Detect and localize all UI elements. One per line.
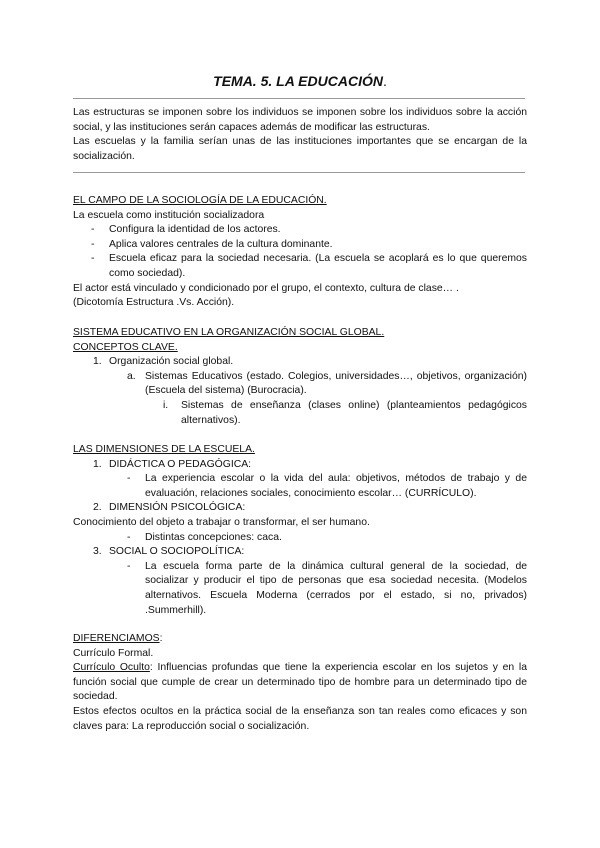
curriculo-formal: Currículo Formal. <box>73 647 154 659</box>
bullet-text: Distintas concepciones: caca. <box>145 531 282 543</box>
section-heading-campo: EL CAMPO DE LA SOCIOLOGÍA DE LA EDUCACIÓN. <box>73 195 327 206</box>
paragraph-actor: El actor está vinculado y condicionado por el grupo, el contexto, cultura de clase… . <box>73 282 459 294</box>
section-heading-dimensiones: LAS DIMENSIONES DE LA ESCUELA. <box>73 444 255 455</box>
numbered-item <box>73 545 527 560</box>
bullet-text: La experiencia escolar o la vida del aula: objetivos, métodos de trabajo y de evaluación, relaciones sociales, conocimiento escolar… (CURRÍCULO). <box>145 473 527 499</box>
diferenciamos-label: DIFERENCIAMOS <box>73 633 160 644</box>
section-subheading-conceptos: CONCEPTOS CLAVE. <box>73 341 178 353</box>
bullet-text: Escuela eficaz para la sociedad necesaria. (La escuela se acoplará es lo que queremos como sociedad). <box>109 253 527 279</box>
bullet-item <box>73 560 527 618</box>
bullet-dash: - <box>91 253 95 265</box>
bullet-item <box>73 252 527 281</box>
curriculo-oculto-label: Currículo Oculto <box>73 662 150 674</box>
numbered-text: DIDÁCTICA O PEDAGÓGICA: <box>109 458 252 470</box>
bullet-item <box>73 223 527 238</box>
paragraph-efectos: Estos efectos ocultos en la práctica social de la enseñanza son tan reales como eficaces y son claves para: La reproducción social o socialización. <box>73 705 527 732</box>
lettered-text: Sistemas Educativos (estado. Colegios, universidades…, objetivos, organización) (Escuela del sistema) (Burocracia). <box>145 370 527 397</box>
number-marker: 1. <box>93 356 102 368</box>
section-heading-sistema: SISTEMA EDUCATIVO EN LA ORGANIZACIÓN SOCIAL GLOBAL. <box>73 327 385 338</box>
bullet-text: Aplica valores centrales de la cultura dominante. <box>109 238 333 250</box>
bullet-item <box>73 472 527 501</box>
section-subheading-escuela: La escuela como institución socializadora <box>73 209 265 221</box>
letter-marker: a. <box>127 370 136 382</box>
diferenciamos-colon: : <box>159 633 163 644</box>
roman-item <box>73 399 527 428</box>
paragraph-dicotomia: (Dicotomía Estructura .Vs. Acción). <box>73 297 235 309</box>
curriculo-oculto-text: : Influencias profundas que tiene la experiencia escolar en los sujetos y en la función social que cumple de crear un determinado tipo de hombre para un determinado tipo de sociedad. <box>73 662 527 703</box>
bullet-dash: - <box>127 560 131 572</box>
title-dot: . <box>382 73 387 89</box>
top-rule <box>73 98 525 99</box>
number-marker: 1. <box>93 458 102 470</box>
bullet-dash: - <box>91 238 95 250</box>
numbered-text: DIMENSIÓN PSICOLÓGICA: <box>109 502 246 514</box>
bullet-text: Configura la identidad de los actores. <box>109 224 281 236</box>
bullet-dash: - <box>91 224 95 236</box>
intro-block <box>73 106 527 164</box>
numbered-text: SOCIAL O SOCIOPOLÍTICA: <box>109 546 245 558</box>
numbered-item <box>73 501 527 516</box>
intro-rule <box>73 172 525 173</box>
intro-paragraph-1: Las estructuras se imponen sobre los individuos se imponen sobre los individuos sobre la acción social, y las instituciones serán capaces además de modificar las estructuras. <box>73 107 527 133</box>
bullet-dash: - <box>127 473 131 485</box>
bullet-dash: - <box>127 531 131 543</box>
bullet-text: La escuela forma parte de la dinámica cultural general de la sociedad, de socializar y producir el tipo de personas que esa sociedad necesita. (Modelos alternativos. Escuela Moderna (cerrados por el estado, si no, privados) .Summerhill). <box>145 560 527 616</box>
roman-marker: i. <box>163 399 169 411</box>
section-heading-diferenciamos <box>73 632 527 647</box>
section-sociologia <box>73 194 527 311</box>
curriculo-oculto-paragraph <box>73 661 527 705</box>
number-marker: 2. <box>93 502 102 514</box>
paragraph-conocimiento: Conocimiento del objeto a trabajar o transformar, el ser humano. <box>73 516 370 528</box>
section-sistema-educativo <box>73 326 527 428</box>
bullet-item <box>73 531 527 546</box>
bullet-item <box>73 238 527 253</box>
section-diferenciamos <box>73 632 527 734</box>
page-title <box>0 72 600 90</box>
section-dimensiones <box>73 443 527 618</box>
numbered-item <box>73 458 527 473</box>
number-marker: 3. <box>93 546 102 558</box>
lettered-item <box>73 370 527 399</box>
intro-paragraph-2: Las escuelas y la familia serían unas de las instituciones importantes que se encargan de la socialización. <box>73 136 527 162</box>
title-text: TEMA. 5. LA EDUCACIÓN <box>213 73 383 89</box>
numbered-text: Organización social global. <box>109 356 234 368</box>
roman-text: Sistemas de enseñanza (clases online) (planteamientos pedagógicos alternativos). <box>181 399 527 426</box>
numbered-item <box>73 355 527 370</box>
